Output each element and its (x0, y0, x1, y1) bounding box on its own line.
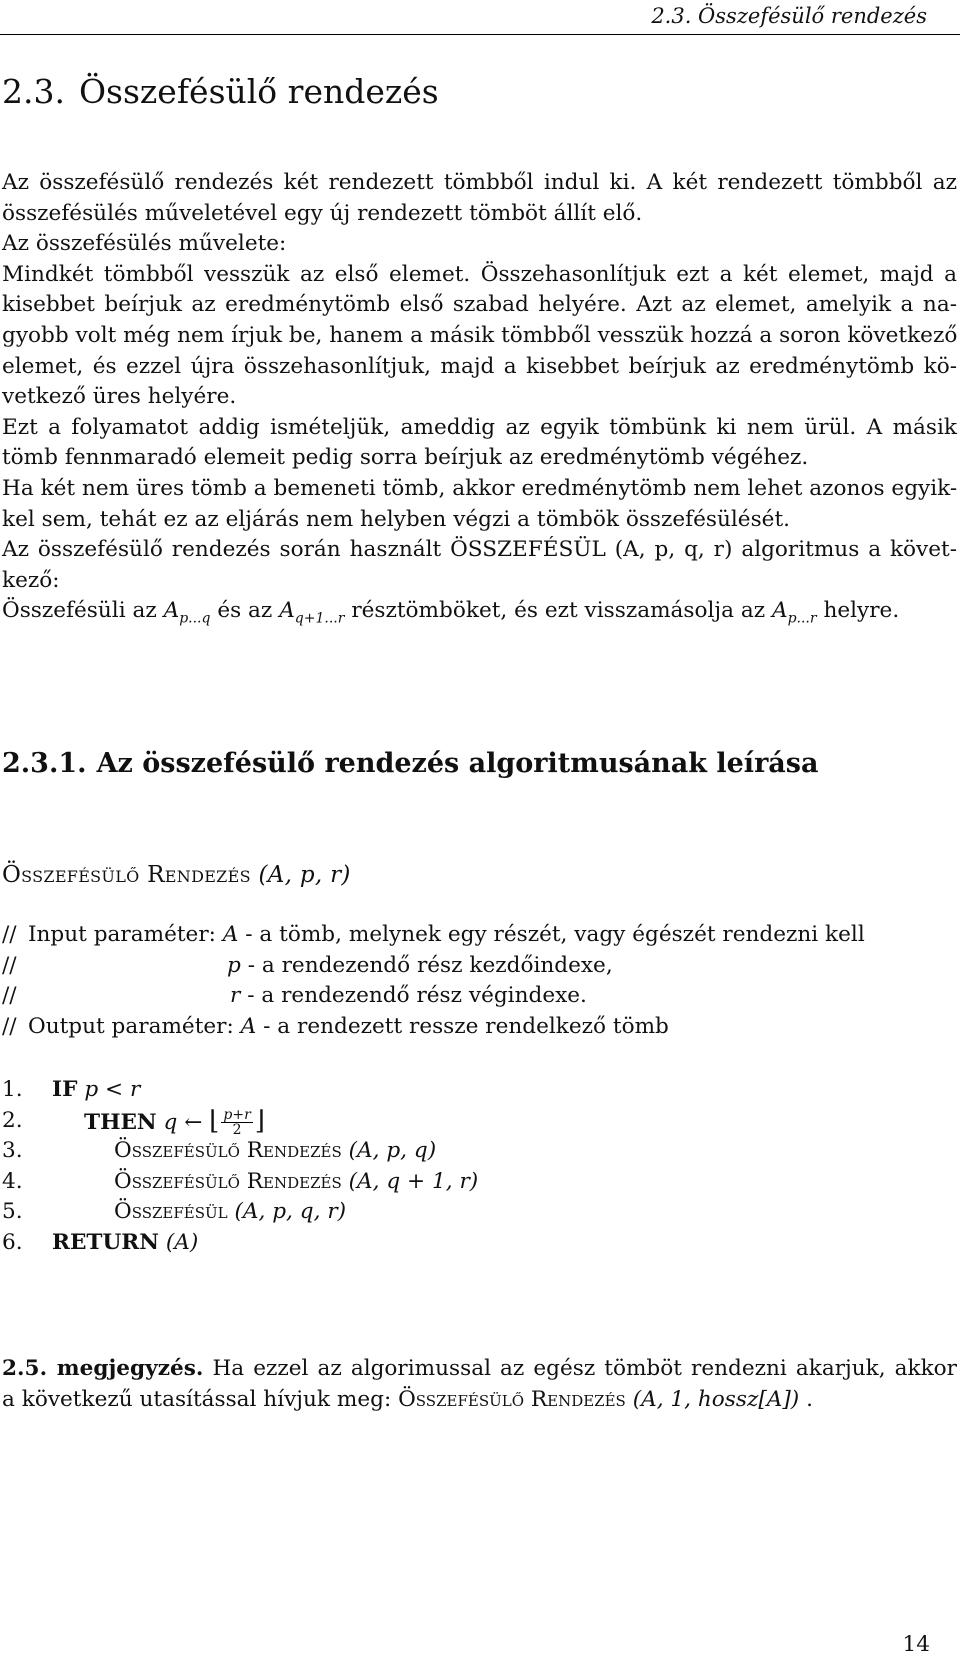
remark (2, 1353, 957, 1415)
summary-line: Összefésüli az $A_{p...q}$ és az $A_{q+1...r}$ résztömböket, és ezt visszamásolja az $A_{p...r}$ helyre. (2, 598, 900, 627)
page-number: 14 (902, 1632, 930, 1657)
remark-line: a következű utasítással hívjuk meg: Összefésülő Rendezés (A, 1, hossz[A]) . (2, 1387, 813, 1412)
paragraph-line: Az összefésülő rendezés két rendezett tömbből indul ki. A két rendezett tömbből az (2, 170, 957, 195)
section-title: Összefésülő rendezés (78, 72, 439, 111)
paragraph-line: elemet, és ezzel újra összehasonlítjuk, majd a kisebbet beírjuk az eredménytömb kö- (2, 353, 957, 379)
header-rule (0, 34, 960, 35)
paragraph-line: tömb fennmaradó elemeit pedig sorra beírjuk az eredménytömb végéhez. (2, 445, 809, 471)
subsection-heading (2, 748, 818, 779)
paragraph-line: Ezt a folyamatot addig ismételjük, ameddig az egyik tömbünk ki nem ürül. A másik (2, 414, 957, 440)
paragraph-line: kisebbet beírjuk az eredménytömb első szabad helyére. Azt az elemet, amelyik a na- (2, 292, 957, 318)
subsection-title: Az összefésülő rendezés algoritmusának leírása (96, 748, 819, 779)
algorithm-title: Összefésülő Rendezés (A, p, r) (2, 862, 351, 888)
paragraph-line: gyobb volt még nem írjuk be, hanem a másik tömbből vesszük hozzá a soron következő (2, 322, 958, 348)
section-heading (2, 72, 439, 111)
paragraph-line: vetkező üres helyére. (2, 384, 237, 410)
paragraph-line: Ha két nem üres tömb a bemeneti tömb, akkor eredménytömb nem lehet azonos egyik- (2, 475, 958, 501)
paragraph-line: Mindkét tömbből vesszük az első elemet. Összehasonlítjuk ezt a két elemet, majd a (2, 261, 957, 287)
remark-line: 2.5. megjegyzés. Ha ezzel az algorimussal az egész tömböt rendezni akarjuk, akkor (2, 1356, 957, 1381)
section-number: 2.3. (2, 72, 65, 111)
running-head: 2.3. Összefésülő rendezés (651, 4, 927, 28)
paragraph-line: összefésülés műveletével egy új rendezett tömböt állít elő. (2, 200, 643, 226)
paragraph-line: Az összefésülés művelete: (2, 231, 287, 257)
subsection-number: 2.3.1. (2, 748, 87, 779)
paragraph-line: kel sem, tehát ez az eljárás nem helyben végzi a tömbök összefésülését. (2, 506, 790, 532)
paragraph-line: kező: (2, 567, 60, 593)
paragraph-line: Az összefésülő rendezés során használt ÖSSZEFÉSÜL (A, p, q, r) algoritmus a követ- (2, 537, 957, 563)
section-paragraph (2, 168, 957, 634)
